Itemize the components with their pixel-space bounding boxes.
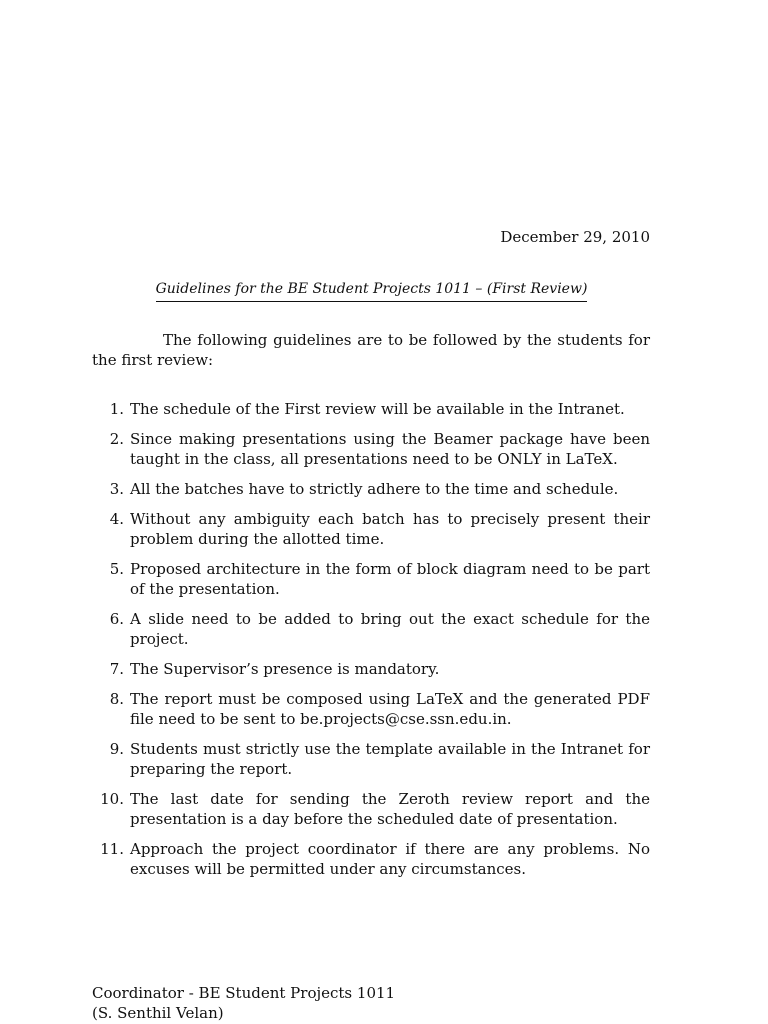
signature-name: (S. Senthil Velan): [92, 1004, 224, 1022]
title-container: [0, 278, 743, 302]
list-item: [92, 609, 650, 649]
list-item-number: 9.: [109, 740, 124, 758]
list-item-number: 1.: [109, 400, 124, 418]
list-item: [92, 559, 650, 599]
list-item-number: 11.: [100, 840, 124, 858]
list-item: [92, 689, 650, 729]
list-item-number: 3.: [109, 480, 124, 498]
list-item-text: Proposed architecture in the form of block diagram need to be part of the presentation.: [130, 560, 650, 598]
list-item-number: 8.: [109, 690, 124, 708]
signature-block: [92, 983, 395, 1023]
list-item-number: 10.: [100, 790, 124, 808]
list-item: [92, 739, 650, 779]
signature-role: Coordinator - BE Student Projects 1011: [92, 984, 396, 1002]
list-item-text: The report must be composed using LaTeX and the generated PDF file need to be sent to be.projects@cse.ssn.edu.in.: [130, 690, 650, 728]
list-item-number: 7.: [109, 660, 124, 678]
list-item: [92, 509, 650, 549]
list-item-text: The last date for sending the Zeroth review report and the presentation is a day before the scheduled date of presentation.: [130, 790, 650, 828]
list-item: [92, 429, 650, 469]
list-item-text: Approach the project coordinator if there are any problems. No excuses will be permitted under any circumstances.: [130, 840, 650, 878]
list-item-number: 6.: [109, 610, 124, 628]
list-item-text: Students must strictly use the template available in the Intranet for preparing the report.: [130, 740, 650, 778]
list-item-text: Since making presentations using the Beamer package have been taught in the class, all presentations need to be ONLY in LaTeX.: [130, 430, 650, 468]
list-item-text: Without any ambiguity each batch has to precisely present their problem during the allotted time.: [130, 510, 650, 548]
list-item-number: 4.: [109, 510, 124, 528]
intro-paragraph: The following guidelines are to be followed by the students for the first review:: [92, 331, 650, 369]
list-item: [92, 479, 650, 499]
document-title: Guidelines for the BE Student Projects 1011 – (First Review): [156, 279, 588, 302]
list-item-text: The schedule of the First review will be available in the Intranet.: [130, 400, 625, 418]
list-item-number: 2.: [109, 430, 124, 448]
list-item-text: All the batches have to strictly adhere to the time and schedule.: [130, 480, 619, 498]
list-item: [92, 399, 650, 419]
list-item: [92, 839, 650, 879]
guidelines-list: [92, 399, 650, 889]
list-item-text: The Supervisor’s presence is mandatory.: [130, 660, 440, 678]
list-item-number: 5.: [109, 560, 124, 578]
list-item-text: A slide need to be added to bring out the exact schedule for the project.: [130, 610, 650, 648]
list-item: [92, 789, 650, 829]
document-date: December 29, 2010: [500, 228, 650, 246]
list-item: [92, 659, 650, 679]
